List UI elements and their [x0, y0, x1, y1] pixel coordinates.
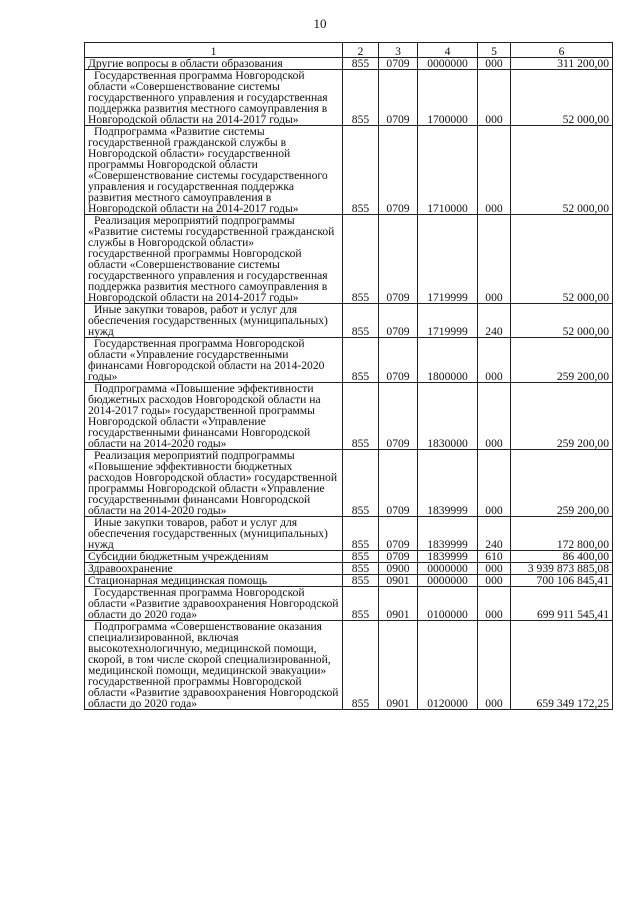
row-amount-cell: 3 939 873 885,08 — [511, 563, 613, 575]
table-row — [85, 215, 613, 304]
row-amount-cell: 52 000,00 — [511, 215, 613, 304]
row-code-admin-cell: 855 — [343, 575, 379, 587]
row-amount-cell: 699 911 545,41 — [511, 587, 613, 621]
row-code-section-cell: 0709 — [379, 383, 418, 450]
row-code-section-cell: 0709 — [379, 450, 418, 517]
row-amount-cell: 659 349 172,25 — [511, 621, 613, 710]
budget-table — [84, 42, 613, 710]
row-code-section-cell: 0709 — [379, 126, 418, 215]
row-code-expense-cell: 240 — [478, 304, 511, 338]
row-code-expense-cell: 000 — [478, 338, 511, 383]
row-name-cell — [85, 383, 343, 450]
row-code-admin-cell: 855 — [343, 338, 379, 383]
row-amount-cell: 52 000,00 — [511, 70, 613, 126]
row-name-cell — [85, 450, 343, 517]
row-name-text: Подпрограмма «Развитие системы государственной гражданской службы в Новгородской области» государственной программы Новгородской области «Совершенствование системы государственного управления и государственная поддержка развития местного самоуправления в Новгородской области на 2014-2017 годы» — [88, 125, 328, 215]
row-code-expense-cell: 610 — [478, 551, 511, 563]
row-code-section-cell: 0901 — [379, 587, 418, 621]
row-name-text: Иные закупки товаров, работ и услуг для обеспечения государственных (муниципальных) нужд — [88, 516, 328, 551]
table-row — [85, 304, 613, 338]
row-code-expense-cell: 000 — [478, 58, 511, 70]
header-col-5: 5 — [478, 43, 511, 58]
row-code-target-cell: 0000000 — [418, 563, 478, 575]
row-code-section-cell: 0900 — [379, 563, 418, 575]
table-row — [85, 338, 613, 383]
row-code-section-cell: 0709 — [379, 517, 418, 551]
row-name-text: Государственная программа Новгородской области «Развитие здравоохранения Новгородской области до 2020 года» — [88, 586, 339, 621]
row-code-section-cell: 0709 — [379, 551, 418, 563]
table-row — [85, 575, 613, 587]
row-name-cell — [85, 126, 343, 215]
row-code-section-cell: 0709 — [379, 58, 418, 70]
row-code-section-cell: 0901 — [379, 621, 418, 710]
row-code-admin-cell: 855 — [343, 304, 379, 338]
row-name-text: Иные закупки товаров, работ и услуг для обеспечения государственных (муниципальных) нужд — [88, 303, 328, 338]
header-col-2: 2 — [343, 43, 379, 58]
row-code-target-cell: 1800000 — [418, 338, 478, 383]
row-code-target-cell: 1719999 — [418, 215, 478, 304]
row-amount-cell: 700 106 845,41 — [511, 575, 613, 587]
row-code-admin-cell: 855 — [343, 70, 379, 126]
page-number: 10 — [313, 16, 327, 31]
row-code-section-cell: 0709 — [379, 304, 418, 338]
row-code-section-cell: 0901 — [379, 575, 418, 587]
row-code-expense-cell: 000 — [478, 126, 511, 215]
table-header-row — [85, 43, 613, 58]
header-col-6: 6 — [511, 43, 613, 58]
table-row — [85, 587, 613, 621]
row-code-admin-cell: 855 — [343, 58, 379, 70]
row-code-target-cell: 0100000 — [418, 587, 478, 621]
row-code-admin-cell: 855 — [343, 126, 379, 215]
row-name-cell — [85, 621, 343, 710]
row-code-expense-cell: 240 — [478, 517, 511, 551]
row-name-cell — [85, 517, 343, 551]
row-amount-cell: 259 200,00 — [511, 450, 613, 517]
row-amount-cell: 172 800,00 — [511, 517, 613, 551]
row-name-cell — [85, 551, 343, 563]
row-amount-cell: 52 000,00 — [511, 304, 613, 338]
row-code-admin-cell: 855 — [343, 383, 379, 450]
row-code-target-cell: 1710000 — [418, 126, 478, 215]
row-code-target-cell: 1839999 — [418, 450, 478, 517]
row-name-text: Стационарная медицинская помощь — [88, 574, 268, 587]
table-row — [85, 70, 613, 126]
row-code-admin-cell: 855 — [343, 563, 379, 575]
row-name-cell — [85, 70, 343, 126]
row-name-cell — [85, 575, 343, 587]
row-code-target-cell: 0120000 — [418, 621, 478, 710]
header-col-3: 3 — [379, 43, 418, 58]
row-code-admin-cell: 855 — [343, 215, 379, 304]
table-row — [85, 563, 613, 575]
row-code-expense-cell: 000 — [478, 215, 511, 304]
row-code-target-cell: 1830000 — [418, 383, 478, 450]
row-code-admin-cell: 855 — [343, 621, 379, 710]
row-code-expense-cell: 000 — [478, 450, 511, 517]
row-name-cell — [85, 58, 343, 70]
row-name-cell — [85, 338, 343, 383]
row-name-text: Субсидии бюджетным учреждениям — [88, 550, 269, 563]
row-name-text: Государственная программа Новгородской области «Управление государственными финансами Новгородской области на 2014-2020 годы» — [88, 337, 325, 383]
row-name-text: Подпрограмма «Совершенствование оказания специализированной, включая высокотехнологичную, медицинской помощи, скорой, в том числе скорой специализированной, медицинской помощи, медицинской эвакуации» государственной программы Новгородской области «Развитие здравоохранения Новгородской области до 2020 года» — [88, 620, 339, 710]
row-name-cell — [85, 215, 343, 304]
row-code-target-cell: 1839999 — [418, 551, 478, 563]
row-name-text: Реализация мероприятий подпрограммы «Повышение эффективности бюджетных расходов Новгородской области» государственной программы Новгородской области «Управление государственными финансами Новгородской области на 2014-2020 годы» — [88, 449, 338, 517]
row-name-cell — [85, 587, 343, 621]
row-amount-cell: 311 200,00 — [511, 58, 613, 70]
row-code-expense-cell: 000 — [478, 621, 511, 710]
row-name-text: Реализация мероприятий подпрограммы «Развитие системы государственной гражданской службы в Новгородской области» государственной программы Новгородской области «Совершенствование системы государственного управления и государственная поддержка развития местного самоуправления в Новгородской области на 2014-2017 годы» — [88, 214, 335, 304]
row-name-text: Государственная программа Новгородской области «Совершенствование системы государственного управления и государственная поддержка развития местного самоуправления в Новгородской области на 2014-2017 годы» — [88, 69, 328, 126]
header-col-1: 1 — [85, 43, 343, 58]
row-code-expense-cell: 000 — [478, 383, 511, 450]
row-code-section-cell: 0709 — [379, 70, 418, 126]
table-row — [85, 126, 613, 215]
row-code-admin-cell: 855 — [343, 517, 379, 551]
table-row — [85, 621, 613, 710]
row-code-target-cell: 1700000 — [418, 70, 478, 126]
row-amount-cell: 259 200,00 — [511, 338, 613, 383]
row-name-text: Здравоохранение — [88, 562, 173, 575]
row-code-admin-cell: 855 — [343, 551, 379, 563]
row-code-admin-cell: 855 — [343, 587, 379, 621]
row-name-cell — [85, 304, 343, 338]
row-code-section-cell: 0709 — [379, 338, 418, 383]
row-code-expense-cell: 000 — [478, 575, 511, 587]
row-code-target-cell: 1839999 — [418, 517, 478, 551]
row-code-admin-cell: 855 — [343, 450, 379, 517]
row-amount-cell: 52 000,00 — [511, 126, 613, 215]
header-col-4: 4 — [418, 43, 478, 58]
row-code-target-cell: 0000000 — [418, 575, 478, 587]
table-row — [85, 517, 613, 551]
row-name-text: Другие вопросы в области образования — [88, 57, 283, 70]
row-amount-cell: 259 200,00 — [511, 383, 613, 450]
row-code-expense-cell: 000 — [478, 563, 511, 575]
table-row — [85, 383, 613, 450]
row-code-target-cell: 0000000 — [418, 58, 478, 70]
row-code-target-cell: 1719999 — [418, 304, 478, 338]
row-name-text: Подпрограмма «Повышение эффективности бюджетных расходов Новгородской области на 2014-2017 годы» государственной программы Новгородской области «Управление государственными финансами Новгородской области на 2014-2020 годы» — [88, 382, 321, 450]
table-row — [85, 450, 613, 517]
row-name-cell — [85, 563, 343, 575]
table-row — [85, 551, 613, 563]
row-code-expense-cell: 000 — [478, 70, 511, 126]
table-row — [85, 58, 613, 70]
row-code-section-cell: 0709 — [379, 215, 418, 304]
row-code-expense-cell: 000 — [478, 587, 511, 621]
row-amount-cell: 86 400,00 — [511, 551, 613, 563]
